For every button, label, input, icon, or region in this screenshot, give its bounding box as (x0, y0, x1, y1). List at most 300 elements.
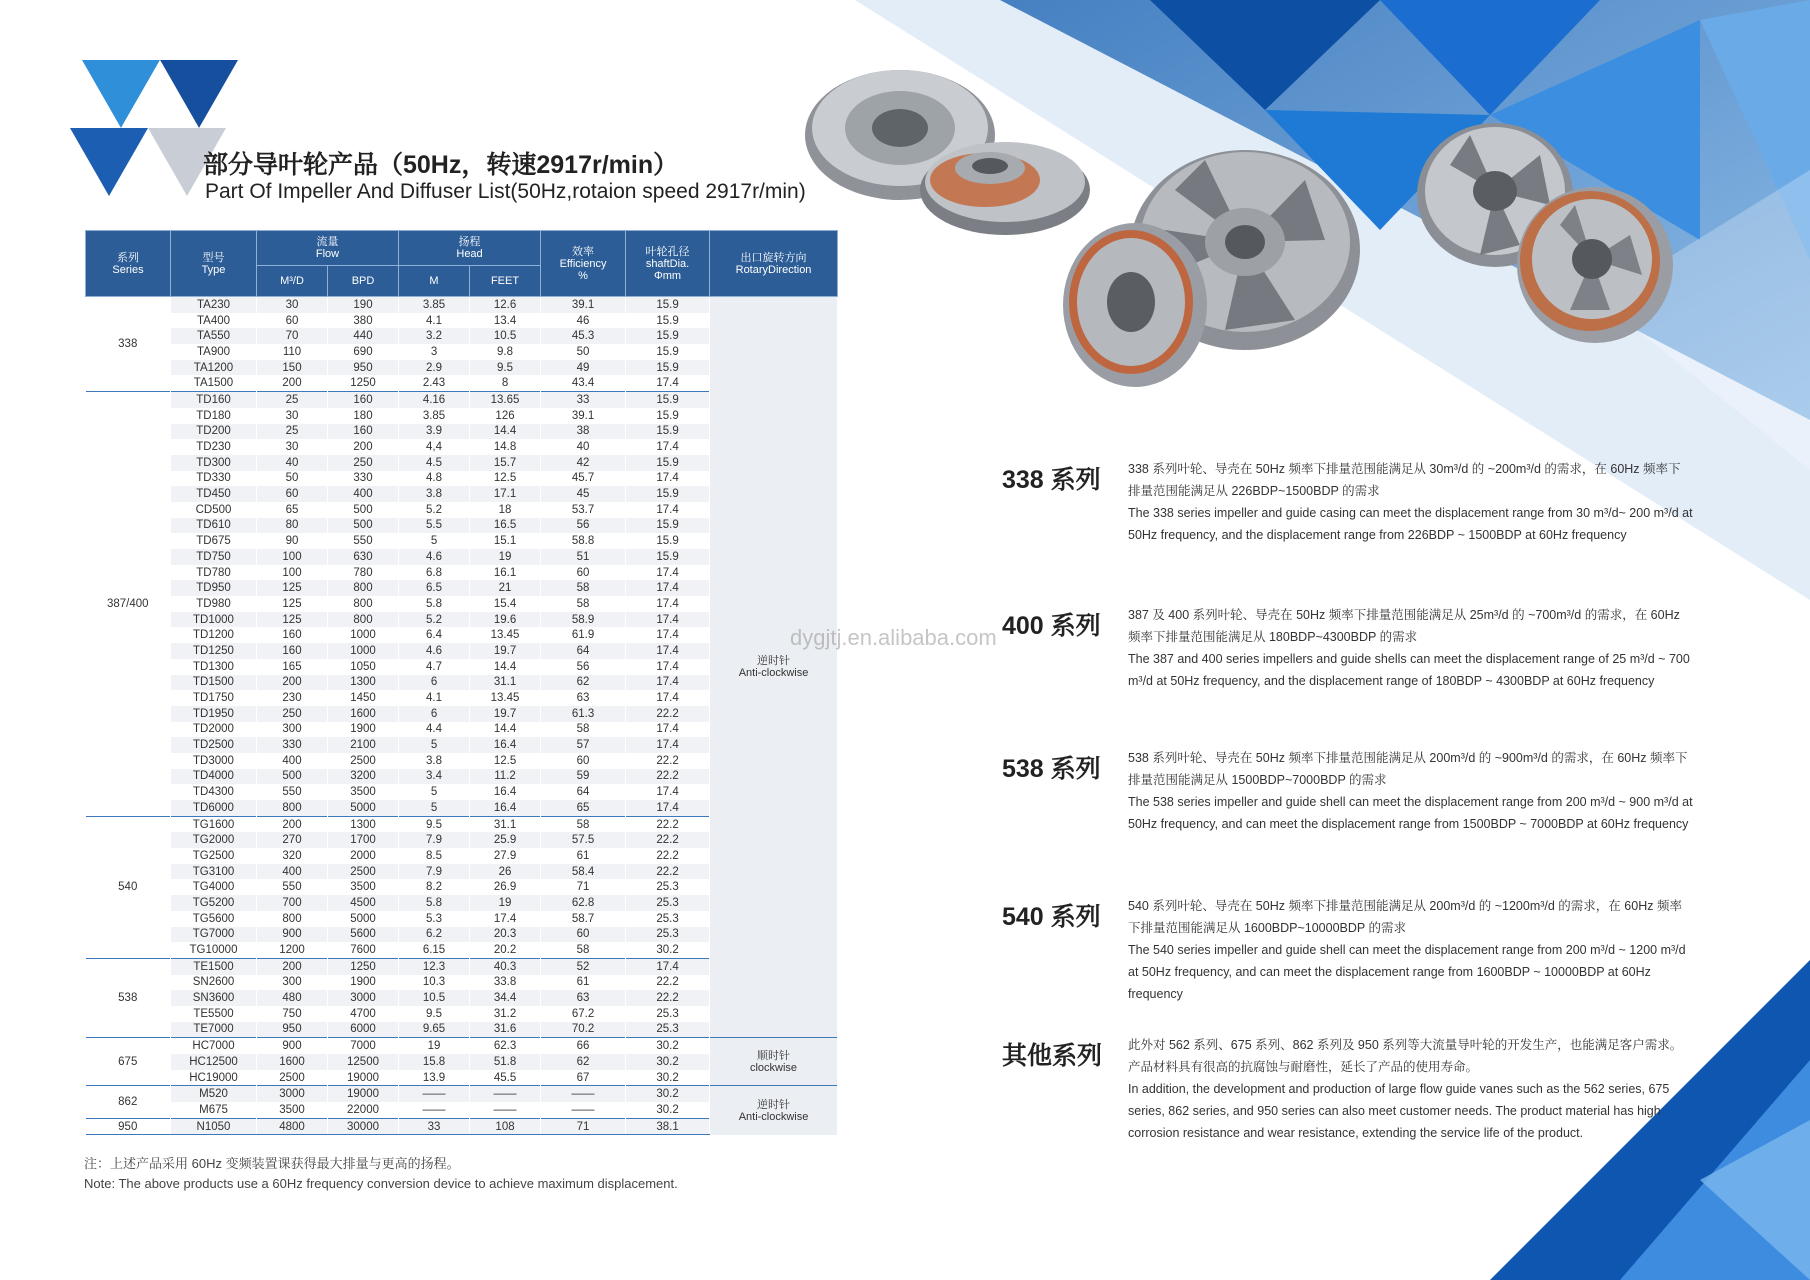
table-cell: —— (541, 1102, 626, 1118)
table-cell: 9.8 (470, 344, 541, 360)
table-cell: 57.5 (541, 832, 626, 848)
table-cell: 51 (541, 549, 626, 565)
table-cell: 250 (328, 455, 399, 471)
table-cell: 126 (470, 408, 541, 424)
header-flow: 流量 Flow (257, 231, 399, 266)
table-cell: 400 (328, 486, 399, 502)
table-cell: 1250 (328, 375, 399, 391)
table-cell: 22.2 (626, 990, 710, 1006)
header-type: 型号 Type (171, 231, 257, 297)
table-cell: 550 (257, 784, 328, 800)
table-cell: 58 (541, 596, 626, 612)
header-flow-m3d: M³/D (257, 266, 328, 297)
rotation-en: Anti-clockwise (738, 667, 809, 680)
table-cell: 160 (257, 643, 328, 659)
table-cell: 40 (541, 439, 626, 455)
table-cell: 1300 (328, 675, 399, 691)
table-cell: 9.5 (399, 816, 470, 832)
table-cell: 780 (328, 565, 399, 581)
table-cell: 1200 (257, 942, 328, 958)
table-cell: 49 (541, 360, 626, 376)
table-cell: —— (399, 1102, 470, 1118)
series-title-540: 540 系列 (1002, 903, 1101, 931)
table-cell: 180 (328, 408, 399, 424)
table-cell: 500 (328, 502, 399, 518)
series-cell: 538 (86, 958, 171, 1037)
series-title-538: 538 系列 (1002, 755, 1101, 783)
table-cell: M520 (171, 1086, 257, 1102)
table-cell: 12.5 (470, 471, 541, 487)
table-cell: 4500 (328, 895, 399, 911)
table-cell: 65 (257, 502, 328, 518)
table-cell: 22.2 (626, 816, 710, 832)
table-cell: 13.4 (470, 313, 541, 329)
series-desc-538-en: The 538 series impeller and guide shell can meet the displacement range from 200 m³/d ~ 900 m³/d at 50Hz frequency, and can meet the displacement range from 1500BDP ~ 7000BDP at 60Hz frequency (1128, 795, 1693, 831)
table-cell: 16.5 (470, 518, 541, 534)
table-cell: 19000 (328, 1070, 399, 1086)
series-cell: 950 (86, 1118, 171, 1135)
table-cell: 22.2 (626, 769, 710, 785)
table-cell: 480 (257, 990, 328, 1006)
table-cell: 200 (257, 816, 328, 832)
table-cell: 19.7 (470, 643, 541, 659)
table-cell: TA1200 (171, 360, 257, 376)
table-cell: 17.4 (626, 502, 710, 518)
table-cell: 17.4 (470, 911, 541, 927)
table-cell: TA900 (171, 344, 257, 360)
table-cell: 3.2 (399, 328, 470, 344)
table-cell: 9.65 (399, 1022, 470, 1038)
table-cell: 56 (541, 518, 626, 534)
table-cell: 900 (257, 1038, 328, 1054)
table-cell: 14.4 (470, 659, 541, 675)
table-cell: 25 (257, 424, 328, 440)
table-cell: TD2000 (171, 722, 257, 738)
table-cell: 6 (399, 675, 470, 691)
table-cell: 58 (541, 722, 626, 738)
table-cell: 8.2 (399, 879, 470, 895)
table-cell: 3.8 (399, 486, 470, 502)
table-cell: 38 (541, 424, 626, 440)
table-cell: 19 (470, 549, 541, 565)
table-cell: 400 (257, 753, 328, 769)
table-cell: 5.3 (399, 911, 470, 927)
table-cell: 12.5 (470, 753, 541, 769)
table-cell: 110 (257, 344, 328, 360)
rotation-cn: 逆时针 (757, 655, 791, 668)
rotation-cell (710, 1038, 838, 1086)
table-cell: 165 (257, 659, 328, 675)
table-cell: 1600 (257, 1054, 328, 1070)
table-cell: 59 (541, 769, 626, 785)
table-cell: —— (399, 1086, 470, 1102)
table-cell: 800 (257, 911, 328, 927)
table-cell: 17.4 (626, 643, 710, 659)
table-cell: 30.2 (626, 1086, 710, 1102)
table-cell: 42 (541, 455, 626, 471)
impeller-image-2 (1055, 130, 1375, 400)
table-cell: 200 (257, 675, 328, 691)
series-desc-other (1128, 1034, 1693, 1144)
series-cell: 862 (86, 1086, 171, 1118)
table-cell: 330 (257, 737, 328, 753)
table-cell: 6000 (328, 1022, 399, 1038)
table-cell: SN3600 (171, 990, 257, 1006)
table-cell: 550 (328, 533, 399, 549)
table-cell: 6.8 (399, 565, 470, 581)
series-desc-338-en: The 338 series impeller and guide casing can meet the displacement range from 30 m³/d~ 200 m³/d at 50Hz frequency, and the displacement range from 226BDP ~ 1500BDP at 60Hz frequency (1128, 506, 1693, 542)
table-cell: 4.7 (399, 659, 470, 675)
table-cell: 10.5 (399, 990, 470, 1006)
table-cell: 40.3 (470, 958, 541, 974)
table-cell: 16.4 (470, 784, 541, 800)
table-cell: 4700 (328, 1006, 399, 1022)
table-cell: 200 (257, 958, 328, 974)
table-cell: 4.6 (399, 643, 470, 659)
table-cell: 17.4 (626, 596, 710, 612)
table-cell: 60 (257, 486, 328, 502)
table-cell: 20.2 (470, 942, 541, 958)
table-cell: 440 (328, 328, 399, 344)
rotation-en: clockwise (749, 1061, 798, 1074)
table-cell: 39.1 (541, 408, 626, 424)
table-cell: 67 (541, 1070, 626, 1086)
table-cell: 1000 (328, 627, 399, 643)
table-cell: 31.2 (470, 1006, 541, 1022)
table-cell: 5 (399, 784, 470, 800)
table-cell: 25.3 (626, 879, 710, 895)
table-cell: 3500 (257, 1102, 328, 1118)
series-cell: 540 (86, 816, 171, 958)
table-cell: 2500 (328, 753, 399, 769)
page-title-en: Part Of Impeller And Diffuser List(50Hz,rotaion speed 2917r/min) (205, 180, 806, 203)
footnote-en: Note: The above products use a 60Hz frequency conversion device to achieve maximum displacement. (84, 1176, 678, 1191)
table-cell: 15.9 (626, 297, 710, 313)
table-cell: 19 (399, 1038, 470, 1054)
table-cell: 17.4 (626, 722, 710, 738)
table-cell: 15.9 (626, 533, 710, 549)
page-title-cn: 部分导叶轮产品（50Hz，转速2917r/min） (203, 151, 679, 179)
table-cell: 50 (257, 471, 328, 487)
table-cell: 67.2 (541, 1006, 626, 1022)
table-cell: 200 (257, 375, 328, 391)
table-cell: 15.8 (399, 1054, 470, 1070)
table-cell: 9.5 (470, 360, 541, 376)
table-cell: 5.8 (399, 895, 470, 911)
table-cell: 70 (257, 328, 328, 344)
table-cell: TA1500 (171, 375, 257, 391)
header-rotary-direction: 出口旋转方向 RotaryDirection (710, 231, 838, 297)
table-cell: 58 (541, 942, 626, 958)
table-cell: TE7000 (171, 1022, 257, 1038)
table-cell: 2500 (328, 864, 399, 880)
table-cell: TG5200 (171, 895, 257, 911)
header-head-feet: FEET (470, 266, 541, 297)
table-cell: 150 (257, 360, 328, 376)
table-cell: 25.3 (626, 1006, 710, 1022)
table-cell: 160 (328, 424, 399, 440)
table-cell: 22.2 (626, 706, 710, 722)
table-cell: 6.4 (399, 627, 470, 643)
table-cell: TD1950 (171, 706, 257, 722)
table-cell: 4.4 (399, 722, 470, 738)
table-cell: TG1600 (171, 816, 257, 832)
table-cell: 330 (328, 471, 399, 487)
table-cell: 17.4 (626, 659, 710, 675)
table-cell: 17.4 (626, 627, 710, 643)
table-cell: 160 (328, 392, 399, 408)
series-desc-538-cn: 538 系列叶轮、导壳在 50Hz 频率下排量范围能满足从 200m³/d 的 ~900m³/d 的需求，在 60Hz 频率下排量范围能满足从 1500BDP~7000BDP 的需求 (1128, 751, 1688, 787)
table-cell: 64 (541, 643, 626, 659)
table-cell: TD160 (171, 392, 257, 408)
table-cell: 800 (328, 580, 399, 596)
table-cell: 30.2 (626, 1070, 710, 1086)
table-cell: 25.3 (626, 1022, 710, 1038)
footnote-cn: 注：上述产品采用 60Hz 变频装置课获得最大排量与更高的扬程。 (84, 1156, 460, 1171)
table-cell: 70.2 (541, 1022, 626, 1038)
table-cell: 3000 (328, 990, 399, 1006)
table-cell: 15.9 (626, 344, 710, 360)
table-cell: 3.4 (399, 769, 470, 785)
table-cell: 5.2 (399, 612, 470, 628)
table-cell: TD180 (171, 408, 257, 424)
table-cell: 30.2 (626, 1054, 710, 1070)
table-cell: 22.2 (626, 848, 710, 864)
series-title-400: 400 系列 (1002, 612, 1101, 640)
table-cell: 3.9 (399, 424, 470, 440)
table-cell: 11.2 (470, 769, 541, 785)
table-cell: 3.85 (399, 408, 470, 424)
table-cell: 3.85 (399, 297, 470, 313)
table-cell: 12.6 (470, 297, 541, 313)
table-cell: 60 (541, 927, 626, 943)
table-cell: 8 (470, 375, 541, 391)
table-cell: 14.4 (470, 424, 541, 440)
table-cell: HC7000 (171, 1038, 257, 1054)
table-cell: 18 (470, 502, 541, 518)
table-cell: TG2000 (171, 832, 257, 848)
table-cell: 4800 (257, 1118, 328, 1135)
table-cell: 30.2 (626, 942, 710, 958)
table-cell: 4.16 (399, 392, 470, 408)
table-cell: 8.5 (399, 848, 470, 864)
table-cell: 22.2 (626, 864, 710, 880)
table-cell: TD1000 (171, 612, 257, 628)
table-cell: 950 (328, 360, 399, 376)
table-cell: TD1750 (171, 690, 257, 706)
table-cell: 62.3 (470, 1038, 541, 1054)
table-cell: TD1300 (171, 659, 257, 675)
table-cell: 26.9 (470, 879, 541, 895)
table-cell: 51.8 (470, 1054, 541, 1070)
table-cell: 45.5 (470, 1070, 541, 1086)
table-cell: 1050 (328, 659, 399, 675)
table-cell: TD1200 (171, 627, 257, 643)
series-desc-338-cn: 338 系列叶轮、导壳在 50Hz 频率下排量范围能满足从 30m³/d 的 ~200m³/d 的需求，在 60Hz 频率下排量范围能满足从 226BDP~1500BDP 的需求 (1128, 462, 1681, 498)
header-series: 系列 Series (86, 231, 171, 297)
table-cell: 16.1 (470, 565, 541, 581)
table-cell: 17.4 (626, 565, 710, 581)
table-cell: 52 (541, 958, 626, 974)
table-cell: 300 (257, 722, 328, 738)
table-cell: 60 (257, 313, 328, 329)
table-cell: 750 (257, 1006, 328, 1022)
table-cell: —— (541, 1086, 626, 1102)
table-cell: 12.3 (399, 958, 470, 974)
table-cell: 550 (257, 879, 328, 895)
table-cell: 190 (328, 297, 399, 313)
table-cell: 15.9 (626, 549, 710, 565)
table-cell: 2500 (257, 1070, 328, 1086)
table-cell: 17.4 (626, 375, 710, 391)
table-row (86, 1086, 838, 1102)
table-cell: 19.7 (470, 706, 541, 722)
table-cell: 7000 (328, 1038, 399, 1054)
table-cell: 950 (257, 1022, 328, 1038)
table-cell: 25 (257, 392, 328, 408)
table-cell: 15.9 (626, 424, 710, 440)
table-cell: 4.1 (399, 690, 470, 706)
table-cell: 5 (399, 737, 470, 753)
table-cell: 5.5 (399, 518, 470, 534)
table-cell: 4.8 (399, 471, 470, 487)
table-cell: TD4300 (171, 784, 257, 800)
table-cell: 900 (257, 927, 328, 943)
table-cell: 21 (470, 580, 541, 596)
table-cell: 200 (328, 439, 399, 455)
table-cell: 2.9 (399, 360, 470, 376)
table-cell: TA400 (171, 313, 257, 329)
series-desc-other-en: In addition, the development and production of large flow guide vanes such as the 562 series, 675 series, 862 series, and 950 series can also meet customer needs. The product material has high corrosion resistance and wear resistance, extending the service life of the product. (1128, 1082, 1670, 1140)
table-cell: 5.8 (399, 596, 470, 612)
header-head: 扬程 Head (399, 231, 541, 266)
table-cell: TD750 (171, 549, 257, 565)
header-shaft-dia: 叶轮孔径 shaftDia. Φmm (626, 231, 710, 297)
table-cell: N1050 (171, 1118, 257, 1135)
table-cell: 7.9 (399, 864, 470, 880)
table-cell: 7.9 (399, 832, 470, 848)
table-cell: 58.7 (541, 911, 626, 927)
table-cell: 1000 (328, 643, 399, 659)
table-cell: 3200 (328, 769, 399, 785)
table-cell: 63 (541, 690, 626, 706)
table-cell: 58.8 (541, 533, 626, 549)
series-desc-400-cn: 387 及 400 系列叶轮、导壳在 50Hz 频率下排量范围能满足从 25m³/d 的 ~700m³/d 的需求，在 60Hz 频率下排量范围能满足从 180BDP~4300BDP 的需求 (1128, 608, 1680, 644)
table-cell: 30.2 (626, 1102, 710, 1118)
series-desc-540-cn: 540 系列叶轮、导壳在 50Hz 频率下排量范围能满足从 200m³/d 的 ~1200m³/d 的需求，在 60Hz 频率下排量范围能满足从 1600BDP~10000BDP 的需求 (1128, 899, 1682, 935)
table-cell: 500 (257, 769, 328, 785)
table-cell: 16.4 (470, 800, 541, 816)
table-cell: 3.8 (399, 753, 470, 769)
table-cell: 45.3 (541, 328, 626, 344)
table-cell: 6.15 (399, 942, 470, 958)
table-cell: 13.45 (470, 690, 541, 706)
table-cell: 62 (541, 675, 626, 691)
table-cell: 230 (257, 690, 328, 706)
table-cell: 31.1 (470, 675, 541, 691)
series-desc-other-cn: 此外对 562 系列、675 系列、862 系列及 950 系列等大流量导叶轮的开发生产，也能满足客户需求。产品材料具有很高的抗腐蚀与耐磨性，延长了产品的使用寿命。 (1128, 1038, 1683, 1074)
rotation-cell (710, 1086, 838, 1135)
table-cell: TD450 (171, 486, 257, 502)
table-cell: 3500 (328, 879, 399, 895)
table-cell: 17.4 (626, 612, 710, 628)
table-cell: 15.9 (626, 392, 710, 408)
table-cell: 34.4 (470, 990, 541, 1006)
table-cell: 15.4 (470, 596, 541, 612)
table-cell: 108 (470, 1118, 541, 1135)
table-cell: 15.9 (626, 518, 710, 534)
table-cell: 320 (257, 848, 328, 864)
table-cell: 30000 (328, 1118, 399, 1135)
table-cell: 4.6 (399, 549, 470, 565)
series-title-other: 其他系列 (1002, 1042, 1103, 1070)
table-cell: 2100 (328, 737, 399, 753)
table-cell: 13.9 (399, 1070, 470, 1086)
table-cell: 10.5 (470, 328, 541, 344)
table-cell: 3 (399, 344, 470, 360)
table-cell: TD610 (171, 518, 257, 534)
table-cell: TD6000 (171, 800, 257, 816)
table-cell: 17.4 (626, 675, 710, 691)
table-cell: 57 (541, 737, 626, 753)
table-cell: 630 (328, 549, 399, 565)
table-cell: 45 (541, 486, 626, 502)
table-cell: TG5600 (171, 911, 257, 927)
header-head-m: M (399, 266, 470, 297)
table-cell: 30 (257, 439, 328, 455)
rotation-cell (710, 297, 838, 1038)
table-cell: TD980 (171, 596, 257, 612)
table-cell: 4,4 (399, 439, 470, 455)
rotation-en: Anti-clockwise (738, 1110, 809, 1123)
table-cell: 15.1 (470, 533, 541, 549)
table-cell: TG10000 (171, 942, 257, 958)
table-cell: TG3100 (171, 864, 257, 880)
table-cell: 800 (328, 612, 399, 628)
series-cell: 338 (86, 297, 171, 392)
table-cell: TA550 (171, 328, 257, 344)
table-cell: TD300 (171, 455, 257, 471)
table-cell: 58 (541, 816, 626, 832)
table-cell: 17.4 (626, 737, 710, 753)
table-cell: 19 (470, 895, 541, 911)
table-cell: 90 (257, 533, 328, 549)
table-cell: 61.9 (541, 627, 626, 643)
table-cell: 39.1 (541, 297, 626, 313)
table-cell: 60 (541, 565, 626, 581)
table-cell: 9.5 (399, 1006, 470, 1022)
table-cell: 3500 (328, 784, 399, 800)
table-cell: 43.4 (541, 375, 626, 391)
table-cell: 15.9 (626, 313, 710, 329)
table-cell: 1450 (328, 690, 399, 706)
table-cell: 4.5 (399, 455, 470, 471)
table-cell: 5.2 (399, 502, 470, 518)
table-cell: 14.4 (470, 722, 541, 738)
table-cell: TD1500 (171, 675, 257, 691)
table-cell: 53.7 (541, 502, 626, 518)
table-cell: 62.8 (541, 895, 626, 911)
table-cell: 17.4 (626, 439, 710, 455)
table-cell: 12500 (328, 1054, 399, 1070)
table-cell: TD4000 (171, 769, 257, 785)
impeller-image-3 (1410, 115, 1680, 355)
table-cell: CD500 (171, 502, 257, 518)
table-cell: 22.2 (626, 753, 710, 769)
table-cell: 14.8 (470, 439, 541, 455)
table-cell: 17.4 (626, 580, 710, 596)
table-cell: 250 (257, 706, 328, 722)
